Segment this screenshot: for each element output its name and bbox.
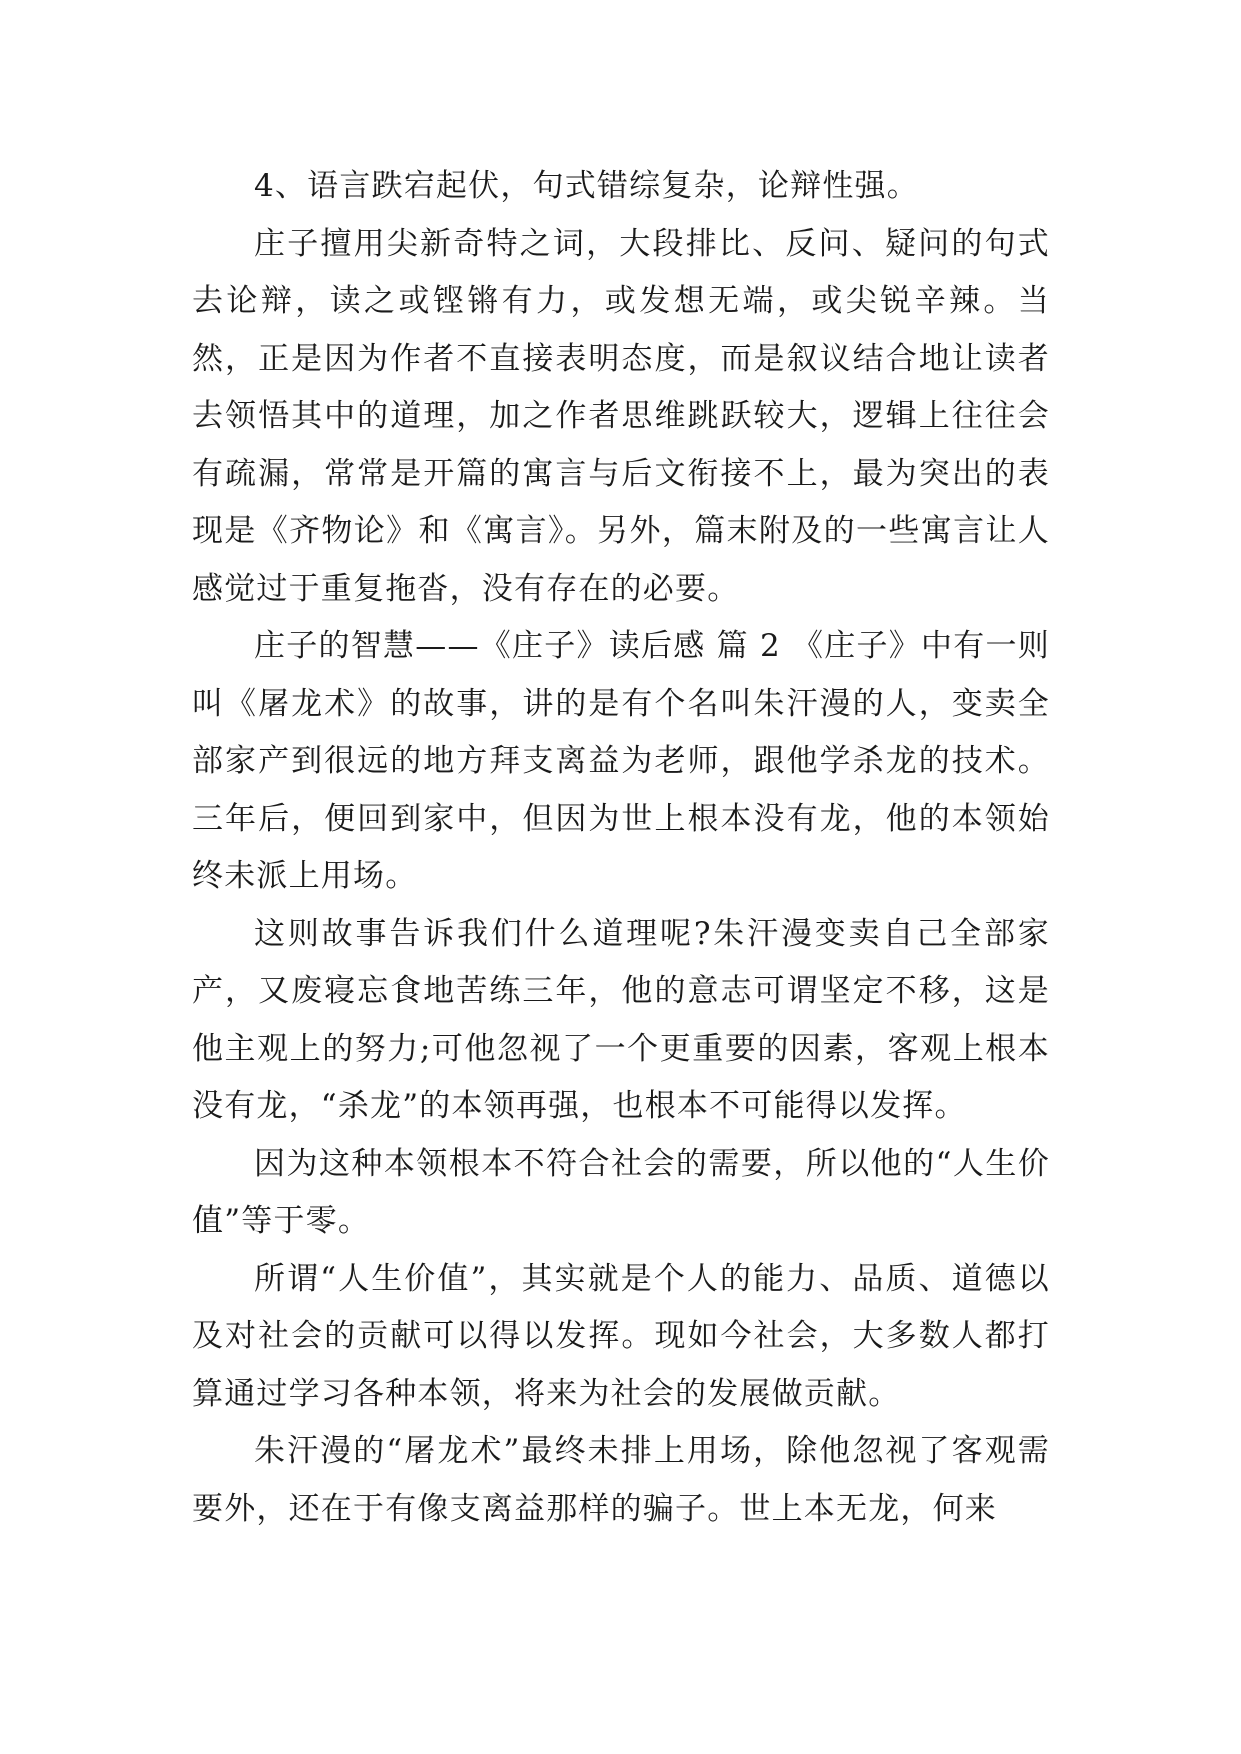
paragraph-4: 这则故事告诉我们什么道理呢?朱汗漫变卖自己全部家产，又废寝忘食地苦练三年，他的意志可谓坚定不移，这是他主观上的努力;可他忽视了一个更重要的因素，客观上根本没有龙，“杀龙”的本领再强，也根本不可能得以发挥。 [192, 915, 1050, 1124]
paragraph-7: 朱汗漫的“屠龙术”最终未排上用场，除他忽视了客观需要外，还在于有像支离益那样的骗子。世上本无龙，何来 [192, 1433, 1050, 1527]
paragraph-5: 因为这种本领根本不符合社会的需要，所以他的“人生价值”等于零。 [192, 1145, 1050, 1239]
paragraph-6: 所谓“人生价值”，其实就是个人的能力、品质、道德以及对社会的贡献可以得以发挥。现如今社会，大多数人都打算通过学习各种本领，将来为社会的发展做贡献。 [192, 1260, 1050, 1412]
paragraph-3: 庄子的智慧——《庄子》读后感 篇 2 《庄子》中有一则叫《屠龙术》的故事，讲的是有个名叫朱汗漫的人，变卖全部家产到很远的地方拜支离益为老师，跟他学杀龙的技术。三年后，便回到家中，但因为世上根本没有龙，他的本领始终未派上用场。 [192, 628, 1050, 894]
paragraph-1: 4、语言跌宕起伏，句式错综复杂，论辩性强。 [254, 168, 919, 204]
paragraph-2: 庄子擅用尖新奇特之词，大段排比、反问、疑问的句式去论辩，读之或铿锵有力，或发想无端，或尖锐辛辣。当然，正是因为作者不直接表明态度，而是叙议结合地让读者去领悟其中的道理，加之作者思维跳跃较大，逻辑上往往会有疏漏，常常是开篇的寓言与后文衔接不上，最为突出的表现是《齐物论》和《寓言》。另外，篇末附及的一些寓言让人感觉过于重复拖沓，没有存在的必要。 [192, 225, 1050, 607]
document-body [192, 158, 1050, 1538]
